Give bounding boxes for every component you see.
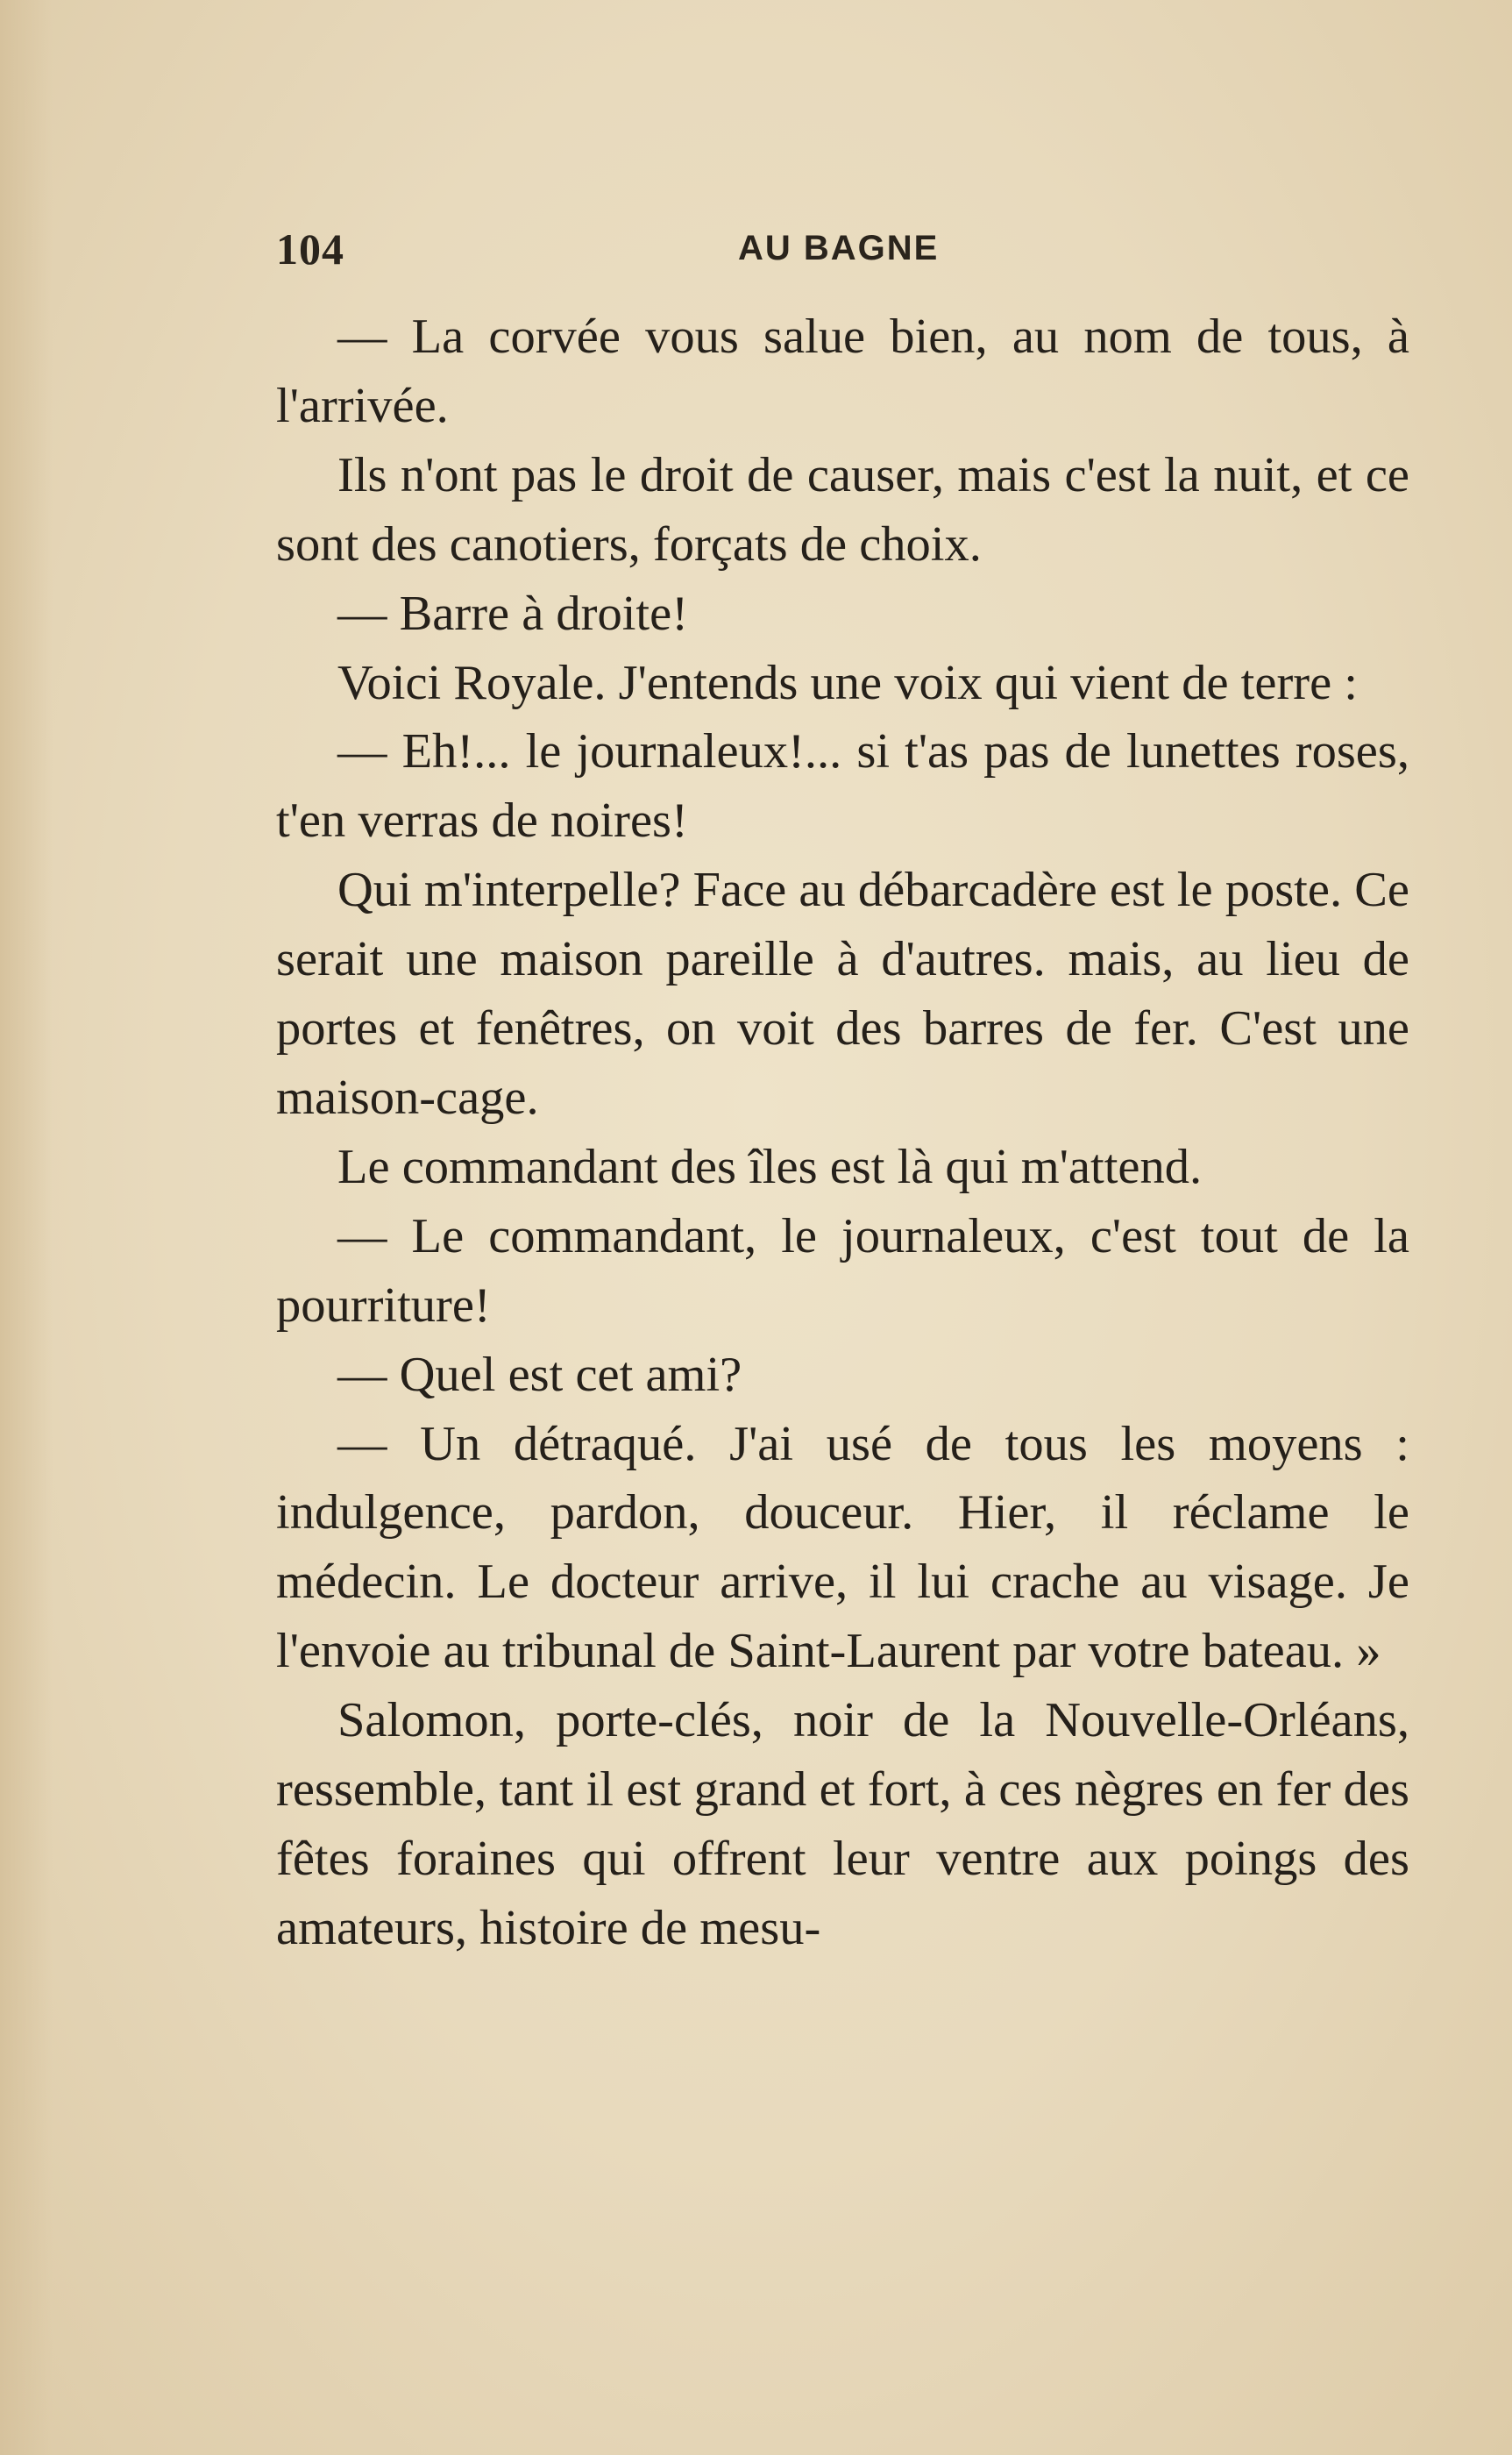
paragraph: Qui m'interpelle? Face au débarcadère est le poste. Ce serait une maison pareille à d'autres. mais, au lieu de portes et fenêtres, on voit des barres de fer. C'est une maison-cage.	[276, 863, 1409, 1125]
page-number: 104	[276, 224, 344, 274]
paragraph: Salomon, porte-clés, noir de la Nouvelle-Orléans, ressemble, tant il est grand et fort, à ces nègres en fer des fêtes foraines qui offrent leur ventre aux poings des amateurs, histoire de mesu-	[276, 1693, 1409, 1955]
paragraph: — Quel est cet ami?	[337, 1347, 742, 1402]
running-title: AU BAGNE	[738, 229, 940, 267]
page-header	[276, 224, 1416, 285]
paragraph: — Eh!... le journaleux!... si t'as pas de lunettes roses, t'en verras de noires!	[276, 724, 1409, 849]
paragraph: — Barre à droite!	[337, 586, 689, 641]
paragraph: — Un détraqué. J'ai usé de tous les moyens : indulgence, pardon, douceur. Hier, il réclame le médecin. Le docteur arrive, il lui crache au visage. Je l'envoie au tribunal de Saint-Laurent par votre bateau. »	[276, 1416, 1409, 1679]
paragraph: Le commandant des îles est là qui m'attend.	[337, 1139, 1203, 1194]
paragraph: — Le commandant, le journaleux, c'est tout de la pourriture!	[276, 1208, 1409, 1333]
page-edge-shadow	[0, 0, 53, 2455]
paragraph: Ils n'ont pas le droit de causer, mais c'est la nuit, et ce sont des canotiers, forçats de choix.	[276, 447, 1409, 572]
page-body	[276, 302, 1409, 1963]
paragraph: Voici Royale. J'entends une voix qui vient de terre :	[337, 655, 1358, 710]
paragraph: — La corvée vous salue bien, au nom de tous, à l'arrivée.	[276, 310, 1409, 433]
